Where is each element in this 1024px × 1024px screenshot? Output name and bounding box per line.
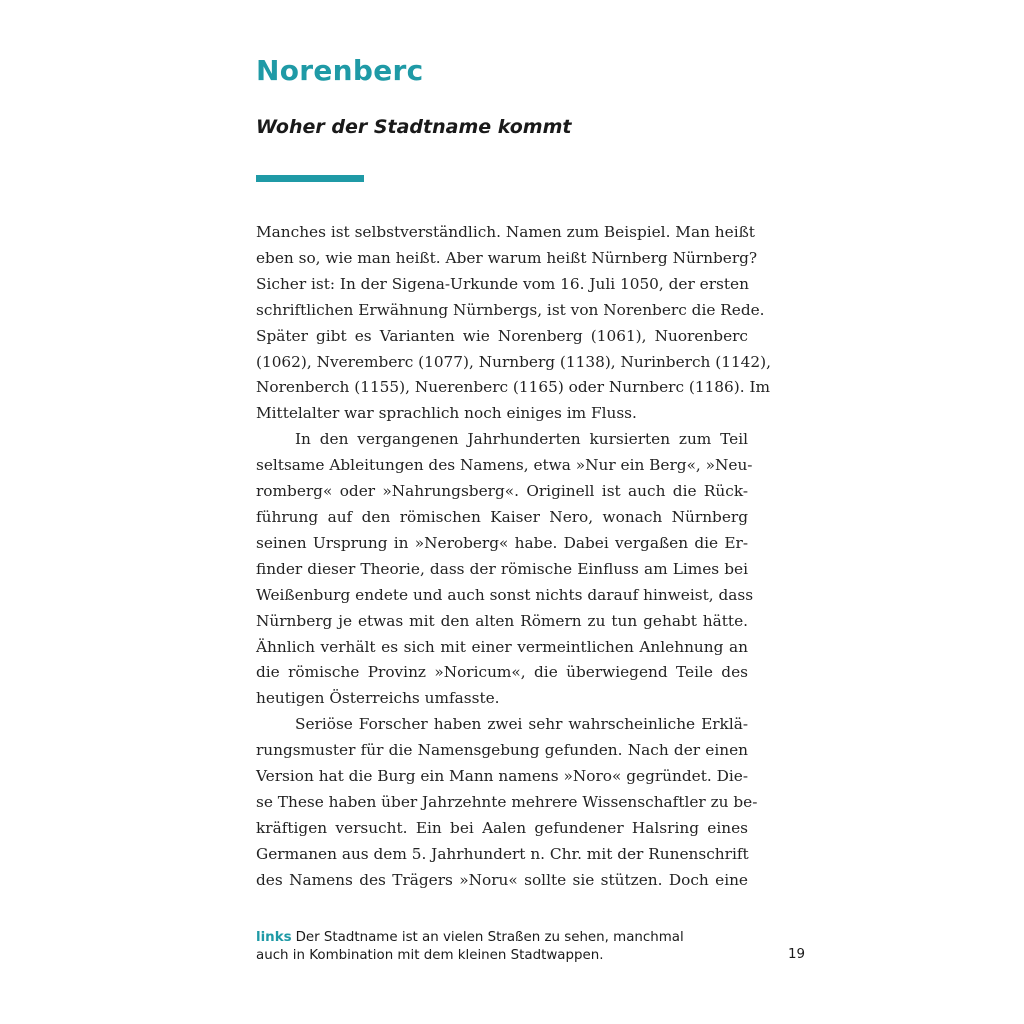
text-line: Nürnberg je etwas mit den alten Römern zu tun gehabt hätte. [256, 611, 748, 630]
text-line: se These haben über Jahrzehnte mehrere Wissenschaftler zu be- [256, 792, 758, 811]
text-line: Später gibt es Varianten wie Norenberg (1061), Nuorenberc [256, 326, 748, 345]
page-number: 19 [788, 947, 806, 962]
text-line: Germanen aus dem 5. Jahrhundert n. Chr. mit der Runenschrift [256, 844, 749, 863]
text-line: (1062), Nveremberc (1077), Nurnberg (1138), Nurinberch (1142), [256, 352, 771, 371]
text-line: eben so, wie man heißt. Aber warum heißt Nürnberg Nürnberg? [256, 248, 758, 267]
text-line: Version hat die Burg ein Mann namens »Noro« gegründet. Die- [256, 767, 748, 786]
caption-text-2: auch in Kombination mit dem kleinen Stadtwappen. [256, 948, 604, 963]
accent-rule [256, 175, 364, 182]
text-line: kräftigen versucht. Ein bei Aalen gefundener Halsring eines [256, 818, 748, 837]
text-line: führung auf den römischen Kaiser Nero, wonach Nürnberg [256, 507, 748, 526]
text-line: Manches ist selbstverständlich. Namen zum Beispiel. Man heißt [256, 223, 755, 241]
text-line: rungsmuster für die Namensgebung gefunden. Nach der einen [256, 741, 748, 760]
text-line: Mittelalter war sprachlich noch einiges im Fluss. [256, 404, 637, 423]
image-caption [256, 929, 736, 965]
text-line: des Namens des Trägers »Noru« sollte sie stützen. Doch eine [256, 870, 748, 889]
chapter-title: Norenberc [256, 54, 424, 87]
text-line: die römische Provinz »Noricum«, die überwiegend Teile des [256, 663, 748, 682]
caption-text-1: Der Stadtname ist an vielen Straßen zu sehen, manchmal [295, 930, 684, 945]
text-line: seinen Ursprung in »Neroberg« habe. Dabei vergaßen die Er- [256, 533, 748, 552]
text-line: finder dieser Theorie, dass der römische Einfluss am Limes bei [256, 559, 748, 578]
text-line: Weißenburg endete und auch sonst nichts darauf hinweist, dass [256, 585, 754, 604]
text-line: seltsame Ableitungen des Namens, etwa »Nur ein Berg«, »Neu- [256, 456, 753, 475]
text-line: In den vergangenen Jahrhunderten kursierten zum Teil [295, 430, 748, 449]
text-line: romberg« oder »Nahrungsberg«. Originell ist auch die Rück- [256, 482, 748, 501]
text-line: Norenberch (1155), Nuerenberc (1165) oder Nurnberc (1186). Im [256, 378, 771, 397]
text-line: schriftlichen Erwähnung Nürnbergs, ist von Norenberc die Rede. [256, 300, 765, 319]
text-line: Seriöse Forscher haben zwei sehr wahrscheinliche Erklä- [295, 715, 748, 734]
text-line: heutigen Österreichs umfasste. [256, 689, 500, 708]
text-line: Ähnlich verhält es sich mit einer vermeintlichen Anlehnung an [256, 637, 748, 656]
chapter-subtitle: Woher der Stadtname kommt [256, 116, 572, 138]
caption-tag: links [256, 930, 292, 945]
text-line: Sicher ist: In der Sigena-Urkunde vom 16. Juli 1050, der ersten [256, 274, 749, 293]
body-text [256, 220, 771, 894]
